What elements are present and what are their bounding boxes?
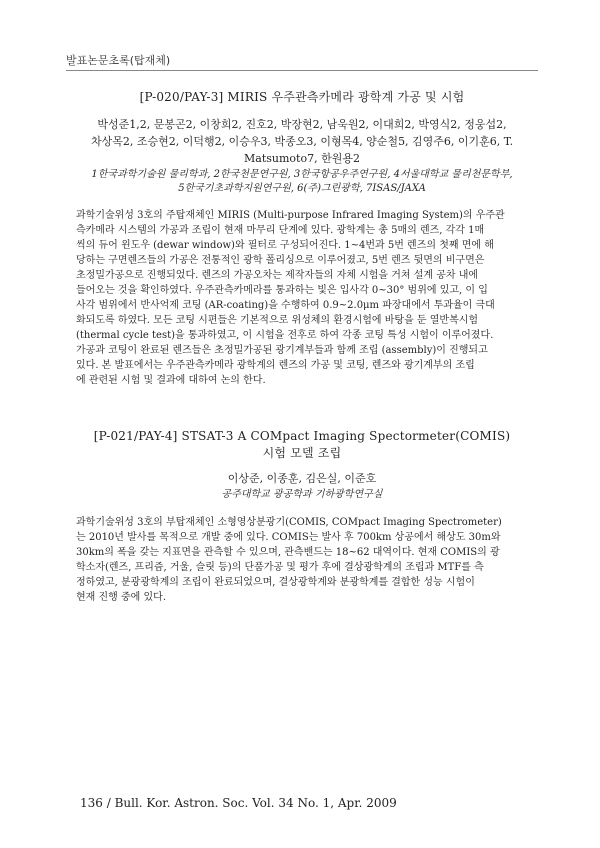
paper1-abstract_lines-line: 있다. 본 발표에서는 우주관측카메라 광학계의 렌즈의 가공 및 코팅, 렌즈와 광기계부의 조립: [76, 360, 475, 371]
paper1-abstract_lines-line: 가공과 코팅이 완료된 렌즈들은 초정밀가공된 광기계부들과 함께 조립 (assembly)이 진행되고: [76, 345, 488, 356]
paper1-authors-line3: Matsumoto7, 한원용2: [244, 152, 360, 165]
header-rule: [66, 70, 538, 71]
paper1-abstract_lines-line: 측카메라 시스템의 가공과 조립이 현재 마무리 단계에 있다. 광학계는 총 5매의 렌즈, 각각 1매: [76, 225, 485, 236]
paper1-authors-line2: 차상목2, 조승현2, 이덕행2, 이승우3, 박종오3, 이형목4, 양순철5, 김영주6, 이기훈6, T.: [90, 135, 514, 148]
paper1-authors: [80, 116, 524, 167]
paper1-affil-line2: 5한국기초과학지원연구원, 6(주)그린광학, 7ISAS/JAXA: [178, 183, 426, 194]
paper1-abstract_lines-line: 화되도록 하였다. 모든 코팅 시편들은 기본적으로 위성체의 환경시험에 바탕을 둔 열반복시험: [76, 315, 479, 326]
paper2-abstract_lines-line: 현재 진행 중에 있다.: [76, 592, 166, 603]
paper1-abstract: [76, 208, 528, 388]
paper2-abstract_lines-line: 과학기술위성 3호의 부탑재체인 소형영상분광기(COMIS, COMpact Imaging Spectrometer): [76, 517, 502, 528]
paper2-authors: 이상준, 이종훈, 김은실, 이준호: [227, 472, 377, 485]
paper1-authors-line1: 박성준1,2, 문봉곤2, 이창희2, 진호2, 박장현2, 남욱원2, 이대희2, 박영식2, 정웅섭2,: [97, 118, 507, 131]
paper2-title-line1: [P-021/PAY-4] STSAT-3 A COMpact Imaging Spectormeter(COMIS): [93, 429, 511, 443]
paper2-abstract_lines-line: 정하였고, 분광광학계의 조립이 완료되었으며, 결상광학계와 분광학계를 결합한 성능 시험이: [76, 577, 475, 588]
paper2-abstract_lines-line: 는 2010년 발사를 목적으로 개발 중에 있다. COMIS는 발사 후 700km 상공에서 해상도 30m와: [76, 532, 501, 543]
paper1-affil-line1: 1한국과학기술원 물리학과, 2한국천문연구원, 3한국항공우주연구원, 4서울대학교 물리천문학부,: [91, 169, 513, 180]
paper1-abstract_lines-line: 사각 범위에서 반사억제 코팅 (AR-coating)을 수행하여 0.9~2.0μm 파장대에서 투과율이 극대: [76, 300, 495, 311]
paper2-title-line2: 시험 모델 조립: [262, 446, 342, 460]
paper1-abstract_lines-line: 과학기술위성 3호의 주탑재체인 MIRIS (Multi-purpose Infrared Imaging System)의 우주관: [76, 210, 505, 221]
paper1-abstract_lines-line: 초정밀가공으로 진행되었다. 렌즈의 가공오차는 제작자들의 자체 시험을 거쳐 설계 공차 내에: [76, 270, 479, 281]
paper2-abstract_lines-line: 30km의 폭을 갖는 지표면을 관측할 수 있으며, 관측밴드는 18~62 대역이다. 현재 COMIS의 광: [76, 547, 500, 558]
paper1-abstract_lines-line: 들어오는 것을 확인하였다. 우주관측카메라를 통과하는 빛은 입사각 0~30° 범위에 있고, 이 입: [76, 285, 488, 296]
paper2-abstract_lines-line: 학소자(렌즈, 프리즘, 거울, 슬릿 등)의 단품가공 및 평가 후에 결상광학계의 조립과 MTF를 측: [76, 562, 484, 573]
paper2-title: [66, 428, 538, 462]
paper1-title: [P-020/PAY-3] MIRIS 우주관측카메라 광학계 가공 및 시험: [139, 90, 465, 104]
paper1-abstract_lines-line: 당하는 구면렌즈들의 가공은 전통적인 광학 폴리싱으로 이루어졌고, 5번 렌즈 뒷면의 비구면은: [76, 255, 485, 266]
paper2-affiliation: 공주대학교 광공학과 기하광학연구실: [221, 489, 383, 500]
paper1-affiliations: [66, 168, 538, 196]
page-footer: 136 / Bull. Kor. Astron. Soc. Vol. 34 No. 1, Apr. 2009: [80, 796, 397, 810]
paper1-abstract_lines-line: (thermal cycle test)을 통과하였고, 이 시험을 전후로 하여 각종 코팅 특성 시험이 이루어졌다.: [76, 330, 494, 341]
section-header: 발표논문초록(탑재체): [66, 54, 171, 67]
paper2-abstract: [76, 515, 528, 605]
paper1-abstract_lines-line: 에 관련된 시험 및 결과에 대하여 논의 한다.: [76, 375, 266, 386]
paper1-abstract_lines-line: 씩의 듀어 윈도우 (dewar window)와 필터로 구성되어진다. 1~4번과 5번 렌즈의 첫째 면에 해: [76, 240, 494, 251]
